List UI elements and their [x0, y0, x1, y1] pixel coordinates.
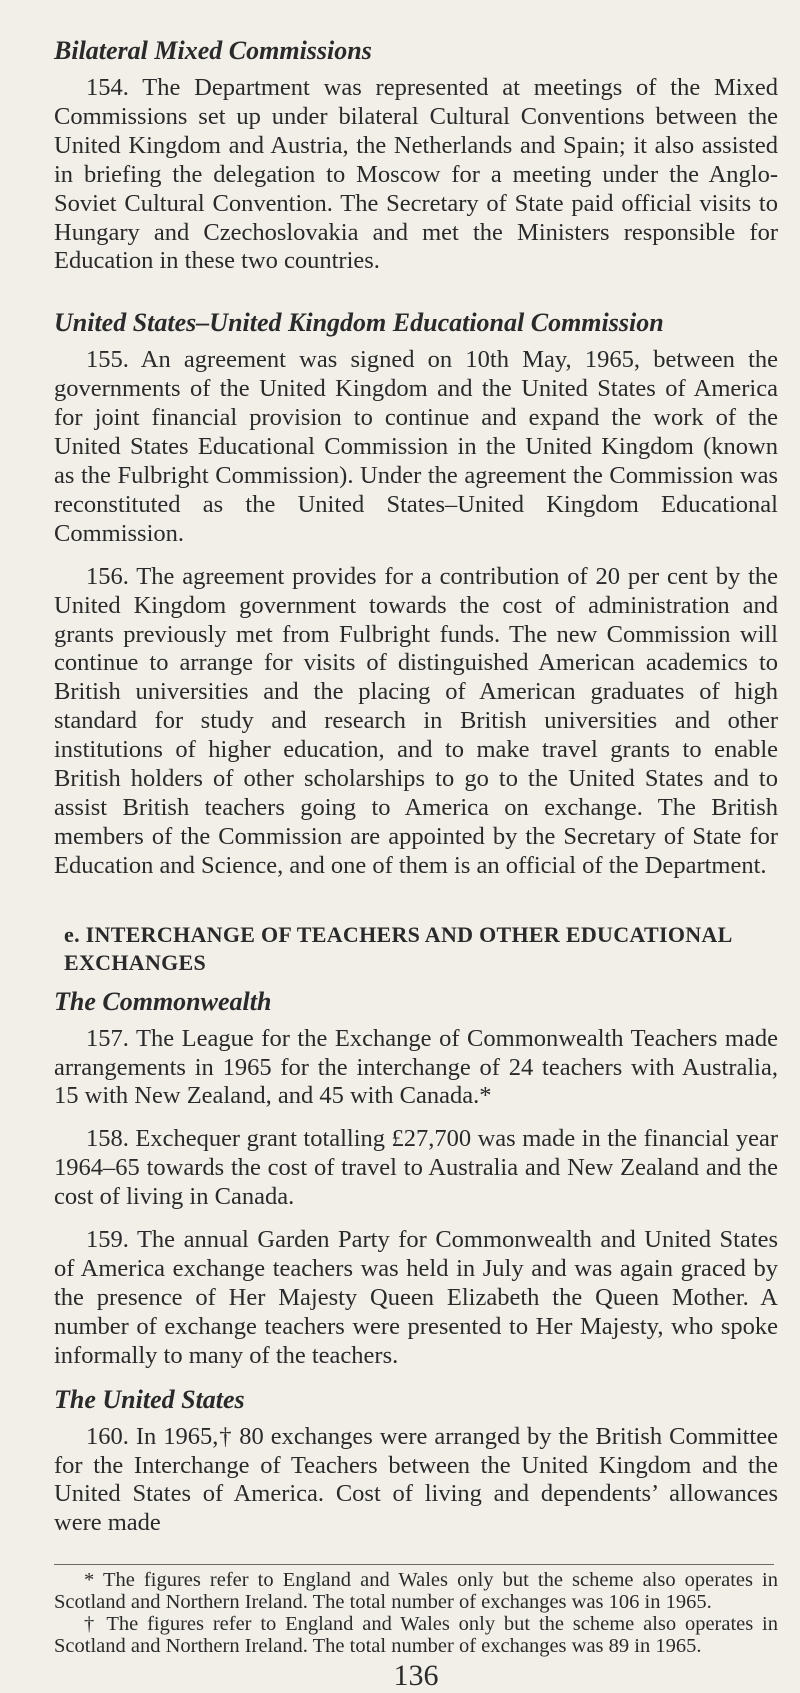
paragraph-156: 156. The agreement provides for a contribution of 20 per cent by the United Kingdom government towards the cost of administration and grants previously met from Fulbright funds. The new Commission will continue to arrange for visits of distinguished American academics to British universities and the placing of American graduates of high standard for study and research in British universities and other institutions of higher education, and to make travel grants to enable British holders of other scholarships to go to the United States and to assist British teachers going to America on exchange. The British members of the Commission are appointed by the Secretary of State for Education and Science, and one of them is an official of the Department.: [54, 562, 778, 879]
section-heading-united-states: The United States: [54, 1384, 245, 1414]
paragraph-159: 159. The annual Garden Party for Commonwealth and United States of America exchange teachers was held in July and was again graced by the presence of Her Majesty Queen Elizabeth the Queen Mother. A number of exchange teachers were presented to Her Majesty, who spoke informally to many of the teachers.: [54, 1226, 778, 1369]
footnote-divider: [54, 1564, 774, 1565]
paragraph-157: 157. The League for the Exchange of Commonwealth Teachers made arrangements in 1965 for the interchange of 24 teachers with Australia, 15 with New Zealand, and 45 with Canada.*: [54, 1024, 778, 1110]
footnote-dagger: † The figures refer to England and Wales only but the scheme also operates in Scotland and Northern Ireland. The total number of exchanges was 89 in 1965.: [54, 1613, 778, 1658]
paragraph-154: 154. The Department was represented at meetings of the Mixed Commissions set up under bilateral Cultural Conventions between the United Kingdom and Austria, the Netherlands and Spain; it also assisted in briefing the delegation to Moscow for a meeting under the Anglo-Soviet Cultural Convention. The Secretary of State paid official visits to Hungary and Czechoslovakia and met the Ministers responsible for Education in these two countries.: [54, 74, 778, 275]
paragraph-158: 158. Exchequer grant totalling £27,700 was made in the financial year 1964–65 towards the cost of travel to Australia and New Zealand and the cost of living in Canada.: [54, 1125, 778, 1211]
paragraph-155: 155. An agreement was signed on 10th May, 1965, between the governments of the United Kingdom and the United States of America for joint financial provision to continue and expand the work of the United States Educational Commission in the United Kingdom (known as the Fulbright Commission). Under the agreement the Commission was reconstituted as the United States–United Kingdom Educational Commission.: [54, 346, 778, 547]
section-heading-commonwealth: The Commonwealth: [54, 986, 272, 1016]
paragraph-160: 160. In 1965,† 80 exchanges were arranged by the British Committee for the Interchange of Teachers between the United Kingdom and the United States of America. Cost of living and dependents’ allowances were made: [54, 1422, 778, 1537]
section-heading-bilateral: Bilateral Mixed Commissions: [54, 36, 372, 65]
footnote-star: * The figures refer to England and Wales only but the scheme also operates in Scotland and Northern Ireland. The total number of exchanges was 106 in 1965.: [54, 1569, 778, 1614]
section-heading-us-uk-commission: United States–United Kingdom Educational Commission: [54, 308, 664, 338]
part-heading-e: e. INTERCHANGE OF TEACHERS AND OTHER EDUCATIONAL EXCHANGES: [64, 921, 732, 975]
page-number: 136: [393, 1659, 439, 1693]
